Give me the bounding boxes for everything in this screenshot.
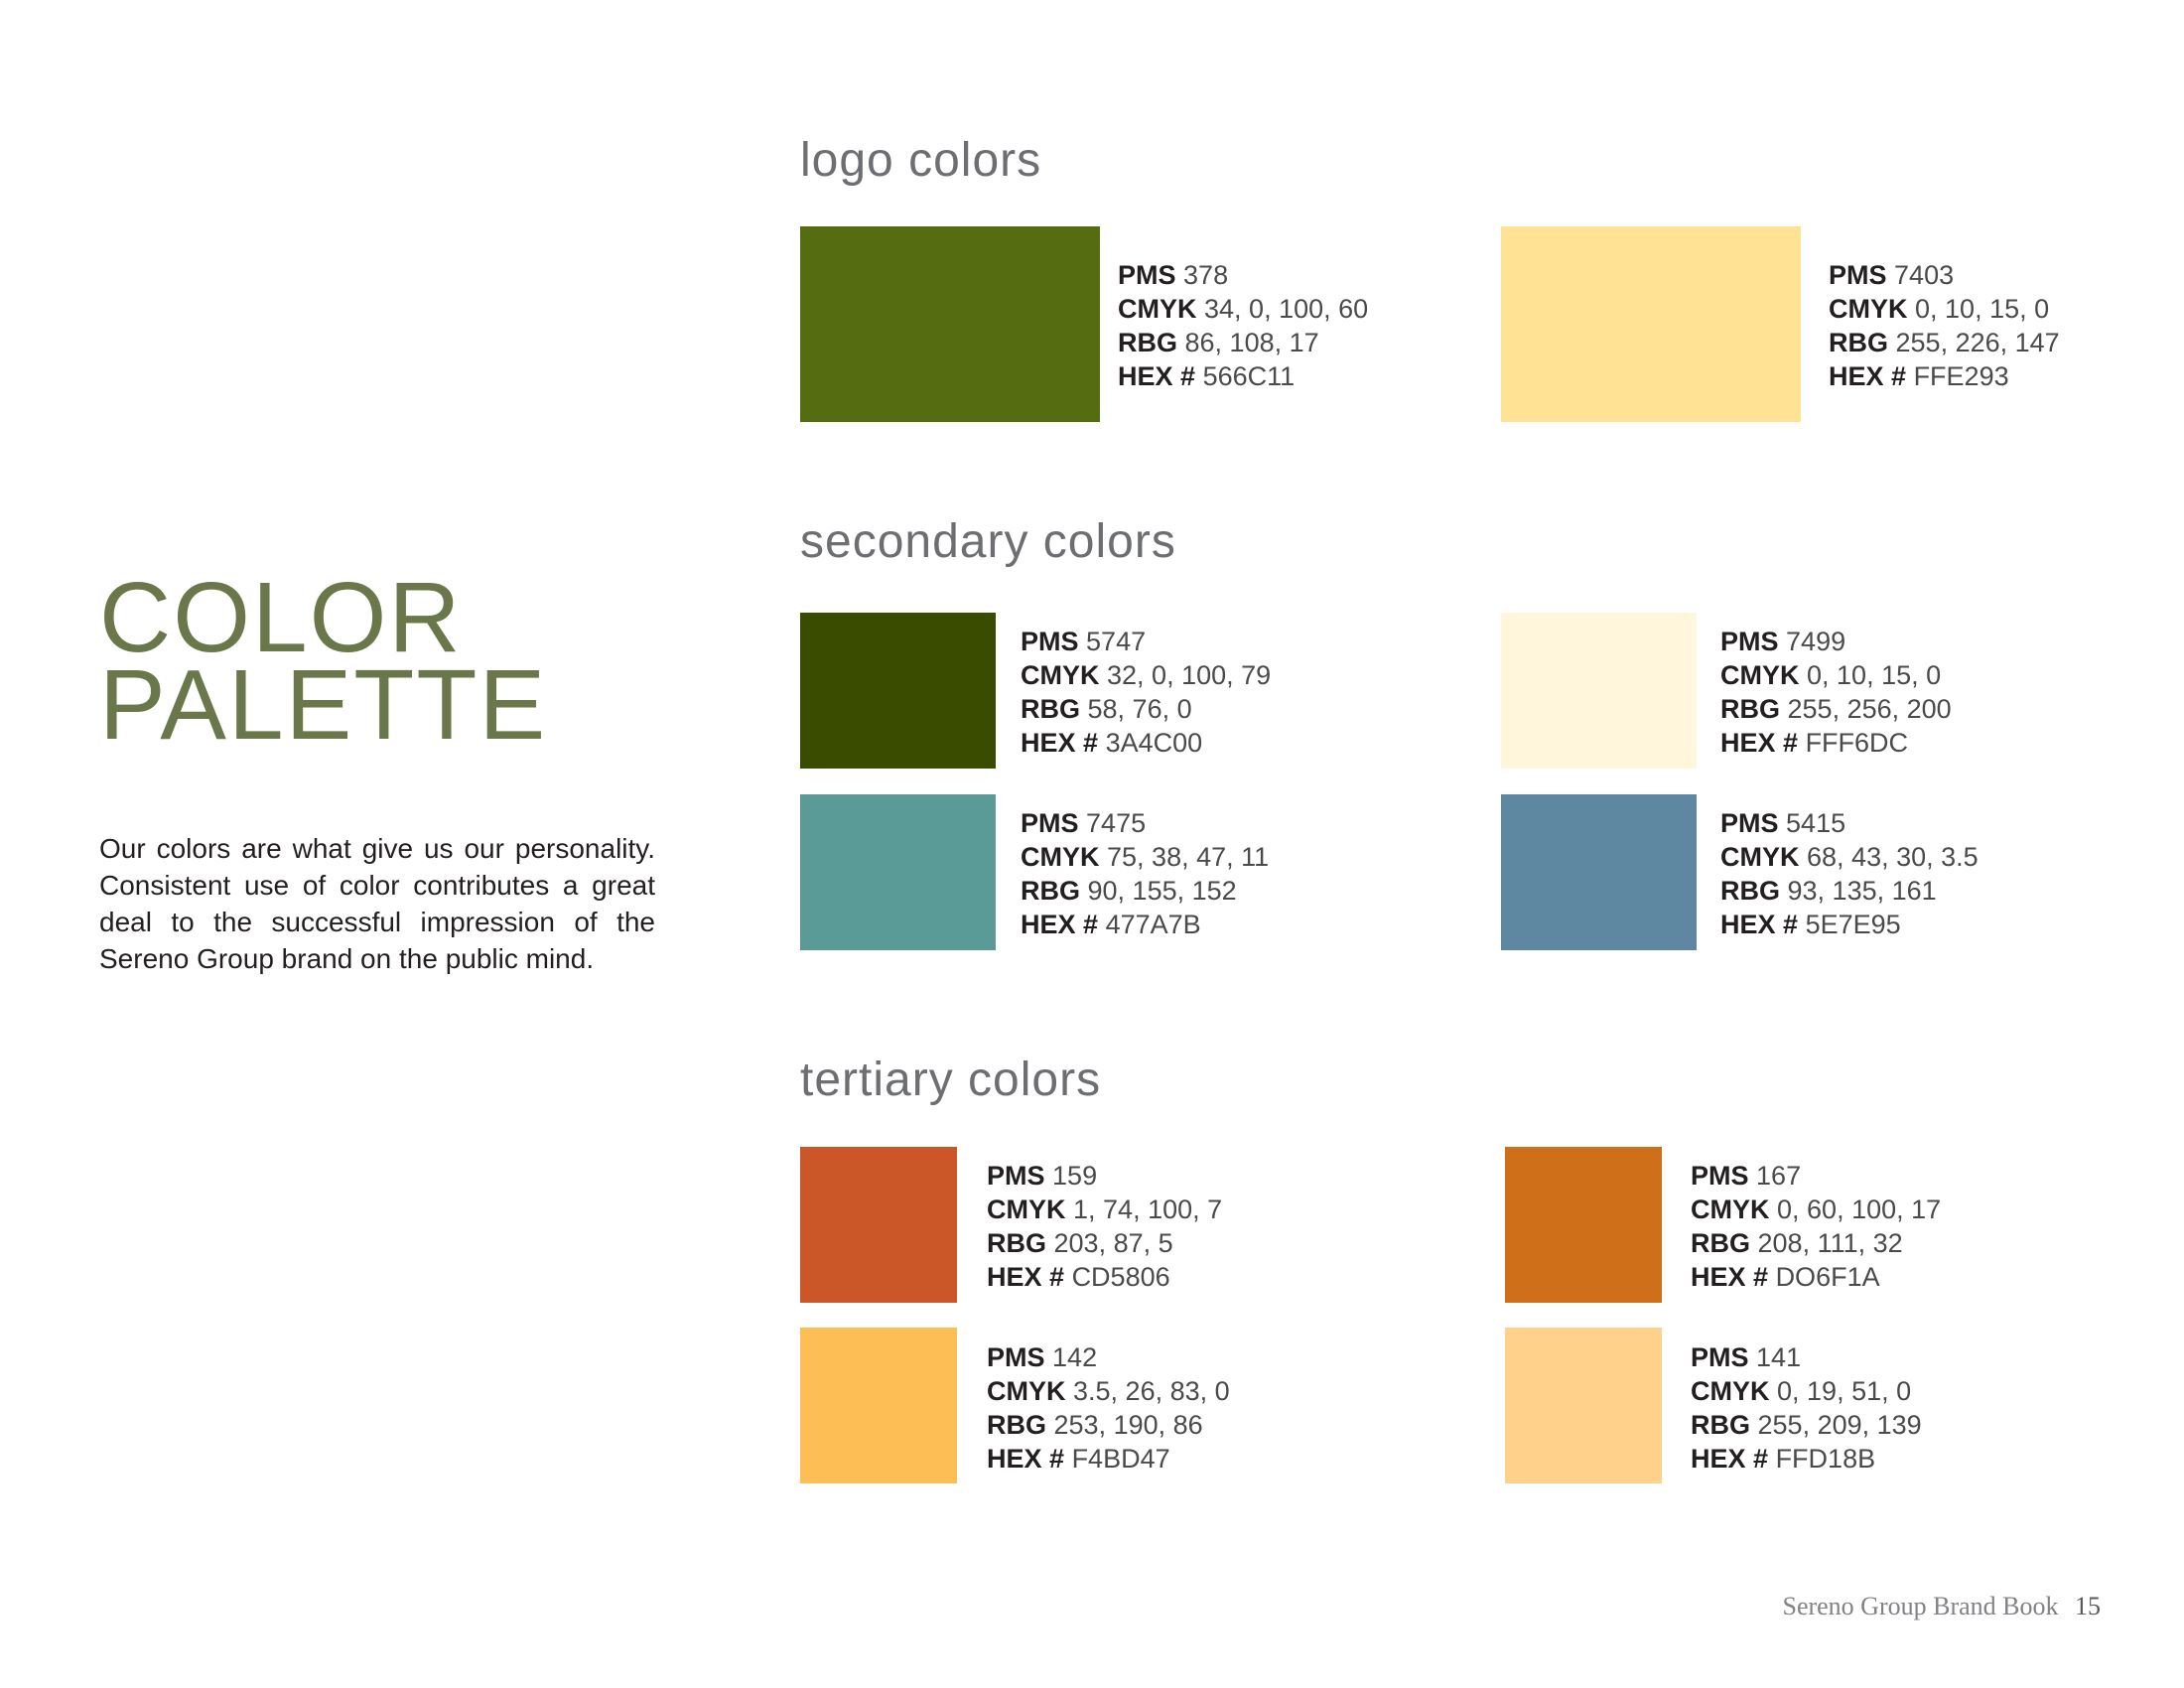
spec-value-pms: 7499: [1786, 627, 1846, 656]
spec-value-pms: 142: [1052, 1342, 1098, 1372]
color-specs-pms-159: [987, 1159, 1222, 1294]
color-swatch-pms-7475: [800, 794, 996, 950]
page-title-line-1: COLOR: [99, 562, 463, 673]
page-title: [99, 562, 548, 761]
color-specs-pms-7403: [1829, 258, 2060, 393]
spec-label-pms: PMS: [1691, 1342, 1749, 1372]
spec-row-pms: [987, 1340, 1230, 1374]
spec-label-hex: HEX #: [1691, 1262, 1769, 1292]
spec-label-rbg: RBG: [987, 1410, 1046, 1440]
spec-value-pms: 5415: [1786, 808, 1846, 838]
spec-row-cmyk: [1021, 840, 1269, 874]
spec-label-pms: PMS: [1021, 627, 1079, 656]
color-specs-pms-5747: [1021, 625, 1271, 760]
spec-row-cmyk: [1829, 292, 2060, 326]
spec-label-hex: HEX #: [1021, 910, 1099, 939]
color-swatch-pms-7499: [1501, 613, 1697, 769]
spec-value-rbg: 203, 87, 5: [1053, 1228, 1173, 1258]
spec-value-hex: 566C11: [1202, 361, 1296, 391]
spec-value-cmyk: 32, 0, 100, 79: [1107, 660, 1272, 690]
spec-row-hex: [1691, 1260, 1941, 1294]
color-specs-pms-141: [1691, 1340, 1922, 1476]
spec-row-pms: [1021, 806, 1269, 840]
spec-label-rbg: RBG: [1691, 1410, 1750, 1440]
page-footer: [1782, 1592, 2101, 1621]
spec-value-rbg: 253, 190, 86: [1053, 1410, 1203, 1440]
color-swatch-pms-5747: [800, 613, 996, 769]
spec-label-cmyk: CMYK: [1021, 842, 1100, 872]
spec-row-cmyk: [1691, 1374, 1922, 1408]
spec-value-cmyk: 34, 0, 100, 60: [1204, 294, 1369, 324]
color-swatch-pms-159: [800, 1147, 957, 1303]
spec-row-pms: [1720, 806, 1979, 840]
page-number: 15: [2075, 1592, 2101, 1620]
spec-row-cmyk: [1720, 840, 1979, 874]
spec-row-hex: [987, 1260, 1222, 1294]
section-title-secondary: secondary colors: [800, 515, 1176, 568]
spec-label-rbg: RBG: [1691, 1228, 1750, 1258]
spec-row-pms: [1118, 258, 1368, 292]
intro-paragraph: Our colors are what give us our personality. Consistent use of color contributes a great deal to the successful impression of the Sereno Group brand on the public mind.: [99, 833, 655, 974]
spec-label-hex: HEX #: [987, 1444, 1065, 1474]
spec-value-cmyk: 0, 10, 15, 0: [1915, 294, 2050, 324]
spec-value-pms: 378: [1183, 260, 1229, 290]
spec-value-hex: DO6F1A: [1775, 1262, 1880, 1292]
spec-label-hex: HEX #: [1118, 361, 1196, 391]
spec-label-rbg: RBG: [1720, 694, 1780, 724]
color-specs-pms-7499: [1720, 625, 1952, 760]
spec-row-rbg: [1720, 874, 1979, 908]
spec-label-hex: HEX #: [1720, 910, 1799, 939]
spec-value-hex: 3A4C00: [1105, 728, 1203, 758]
spec-label-hex: HEX #: [987, 1262, 1065, 1292]
spec-label-cmyk: CMYK: [1691, 1195, 1770, 1224]
spec-value-pms: 167: [1756, 1161, 1802, 1191]
color-swatch-pms-141: [1505, 1328, 1662, 1483]
color-specs-pms-7475: [1021, 806, 1269, 941]
spec-row-hex: [1021, 908, 1269, 941]
spec-row-cmyk: [987, 1374, 1230, 1408]
spec-row-rbg: [1021, 874, 1269, 908]
spec-label-cmyk: CMYK: [987, 1195, 1066, 1224]
spec-row-hex: [1829, 359, 2060, 393]
color-swatch-pms-142: [800, 1328, 957, 1483]
spec-value-rbg: 58, 76, 0: [1087, 694, 1192, 724]
color-swatch-pms-7403: [1501, 226, 1801, 422]
spec-label-hex: HEX #: [1720, 728, 1799, 758]
spec-value-cmyk: 75, 38, 47, 11: [1107, 842, 1270, 872]
spec-label-cmyk: CMYK: [1720, 842, 1800, 872]
spec-row-pms: [1691, 1159, 1941, 1193]
footer-text: Sereno Group Brand Book: [1782, 1592, 2059, 1620]
spec-value-pms: 7403: [1894, 260, 1955, 290]
spec-label-hex: HEX #: [1691, 1444, 1769, 1474]
spec-row-cmyk: [987, 1193, 1222, 1226]
spec-value-hex: CD5806: [1071, 1262, 1170, 1292]
spec-label-rbg: RBG: [1720, 876, 1780, 906]
spec-label-pms: PMS: [1829, 260, 1887, 290]
spec-value-cmyk: 0, 60, 100, 17: [1777, 1195, 1942, 1224]
spec-label-pms: PMS: [987, 1342, 1045, 1372]
spec-label-rbg: RBG: [1829, 328, 1888, 357]
spec-value-rbg: 90, 155, 152: [1087, 876, 1237, 906]
spec-value-hex: 5E7E95: [1805, 910, 1901, 939]
color-specs-pms-167: [1691, 1159, 1941, 1294]
spec-label-cmyk: CMYK: [1829, 294, 1908, 324]
spec-row-rbg: [987, 1226, 1222, 1260]
spec-row-rbg: [1118, 326, 1368, 359]
spec-label-pms: PMS: [1118, 260, 1176, 290]
spec-row-cmyk: [1021, 658, 1271, 692]
spec-label-cmyk: CMYK: [987, 1376, 1066, 1406]
spec-value-pms: 7475: [1086, 808, 1147, 838]
section-title-logo: logo colors: [800, 134, 1042, 187]
spec-row-rbg: [1021, 692, 1271, 726]
spec-row-cmyk: [1118, 292, 1368, 326]
color-specs-pms-5415: [1720, 806, 1979, 941]
spec-value-rbg: 255, 226, 147: [1895, 328, 2060, 357]
color-specs-pms-378: [1118, 258, 1368, 393]
spec-label-pms: PMS: [1720, 627, 1779, 656]
spec-value-rbg: 93, 135, 161: [1787, 876, 1937, 906]
spec-label-rbg: RBG: [1118, 328, 1177, 357]
spec-row-hex: [1021, 726, 1271, 760]
spec-value-hex: FFF6DC: [1805, 728, 1909, 758]
spec-row-rbg: [1829, 326, 2060, 359]
spec-row-rbg: [1720, 692, 1952, 726]
spec-row-hex: [987, 1442, 1230, 1476]
color-swatch-pms-167: [1505, 1147, 1662, 1303]
spec-value-rbg: 208, 111, 32: [1757, 1228, 1903, 1258]
spec-label-rbg: RBG: [1021, 694, 1080, 724]
spec-value-rbg: 86, 108, 17: [1184, 328, 1319, 357]
spec-value-cmyk: 0, 10, 15, 0: [1807, 660, 1942, 690]
spec-row-cmyk: [1691, 1193, 1941, 1226]
page-title-line-2: PALETTE: [99, 649, 548, 761]
spec-value-rbg: 255, 256, 200: [1787, 694, 1952, 724]
spec-row-hex: [1720, 908, 1979, 941]
spec-value-pms: 141: [1756, 1342, 1802, 1372]
spec-row-cmyk: [1720, 658, 1952, 692]
spec-row-pms: [1021, 625, 1271, 658]
spec-row-hex: [1720, 726, 1952, 760]
spec-label-rbg: RBG: [1021, 876, 1080, 906]
spec-label-pms: PMS: [1021, 808, 1079, 838]
spec-label-hex: HEX #: [1021, 728, 1099, 758]
spec-row-pms: [987, 1159, 1222, 1193]
color-swatch-pms-5415: [1501, 794, 1697, 950]
spec-value-hex: 477A7B: [1105, 910, 1201, 939]
spec-label-pms: PMS: [1691, 1161, 1749, 1191]
spec-row-pms: [1829, 258, 2060, 292]
spec-row-rbg: [1691, 1226, 1941, 1260]
spec-value-cmyk: 68, 43, 30, 3.5: [1807, 842, 1979, 872]
spec-value-pms: 5747: [1086, 627, 1147, 656]
spec-row-hex: [1691, 1442, 1922, 1476]
spec-row-pms: [1720, 625, 1952, 658]
spec-label-hex: HEX #: [1829, 361, 1907, 391]
spec-label-cmyk: CMYK: [1021, 660, 1100, 690]
spec-label-cmyk: CMYK: [1691, 1376, 1770, 1406]
spec-label-cmyk: CMYK: [1720, 660, 1800, 690]
spec-value-cmyk: 1, 74, 100, 7: [1073, 1195, 1223, 1224]
spec-value-cmyk: 3.5, 26, 83, 0: [1073, 1376, 1230, 1406]
spec-value-pms: 159: [1052, 1161, 1098, 1191]
spec-value-cmyk: 0, 19, 51, 0: [1777, 1376, 1912, 1406]
spec-row-pms: [1691, 1340, 1922, 1374]
color-swatch-pms-378: [800, 226, 1100, 422]
color-specs-pms-142: [987, 1340, 1230, 1476]
spec-value-hex: FFD18B: [1775, 1444, 1876, 1474]
spec-row-rbg: [1691, 1408, 1922, 1442]
spec-label-rbg: RBG: [987, 1228, 1046, 1258]
section-title-tertiary: tertiary colors: [800, 1054, 1102, 1106]
spec-value-rbg: 255, 209, 139: [1757, 1410, 1922, 1440]
spec-value-hex: F4BD47: [1071, 1444, 1170, 1474]
spec-label-pms: PMS: [987, 1161, 1045, 1191]
spec-row-hex: [1118, 359, 1368, 393]
spec-value-hex: FFE293: [1913, 361, 2009, 391]
spec-row-rbg: [987, 1408, 1230, 1442]
spec-label-cmyk: CMYK: [1118, 294, 1197, 324]
spec-label-pms: PMS: [1720, 808, 1779, 838]
